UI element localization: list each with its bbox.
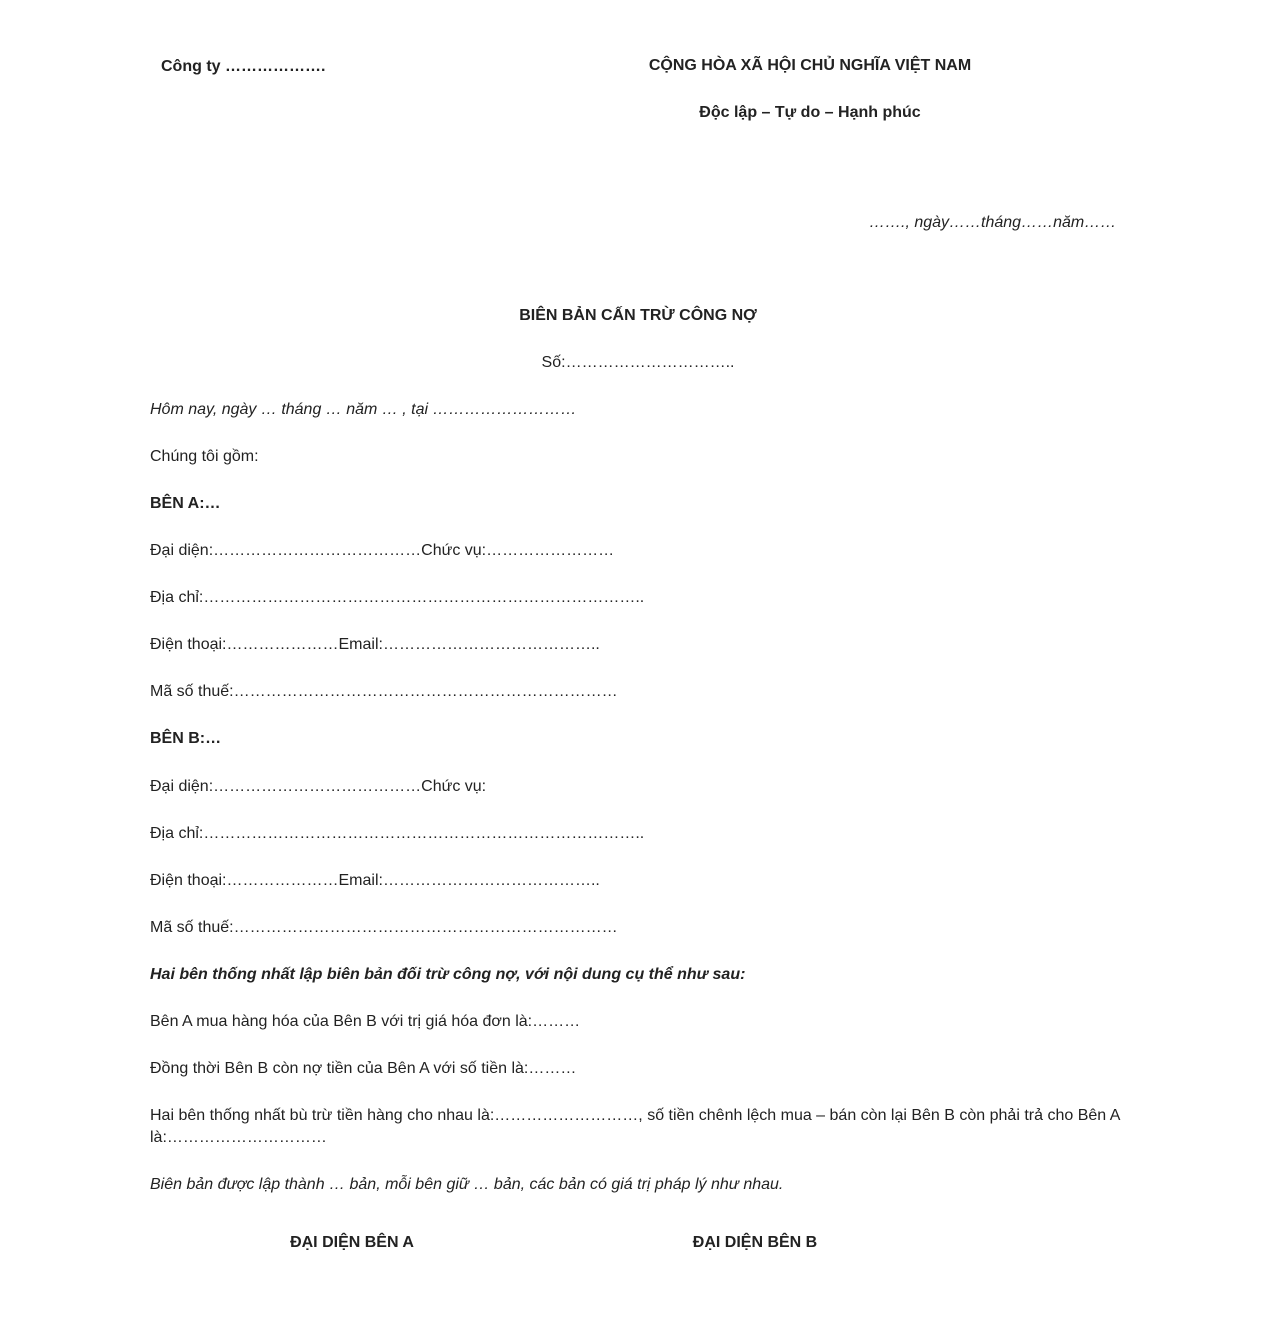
party-b-phone-email: Điện thoại:…………………Email:………………………………….. [150, 872, 600, 889]
debt-amount-line: Đồng thời Bên B còn nợ tiền của Bên A với số tiền là:……… [150, 1060, 577, 1077]
party-b-address: Địa chỉ:……………………………………………………………………….. [150, 825, 645, 842]
party-a-representative: Đại diện:…………………………………Chức vụ:…………………… [150, 542, 615, 559]
party-b-tax-code: Mã số thuế:……………………………………………………………… [150, 919, 618, 936]
intro-line: Hôm nay, ngày … tháng … năm … , tại ……………………… [150, 401, 577, 418]
party-a-address: Địa chỉ:……………………………………………………………………….. [150, 589, 645, 606]
country-name: CỘNG HÒA XÃ HỘI CHỦ NGHĨA VIỆT NAM [648, 57, 972, 74]
party-b-representative: Đại diện:…………………………………Chức vụ: [150, 778, 487, 795]
party-b-heading: BÊN B:… [150, 730, 222, 747]
party-a-tax-code: Mã số thuế:……………………………………………………………… [150, 683, 618, 700]
parties-intro: Chúng tôi gồm: [150, 448, 259, 465]
signature-party-a: ĐẠI DIỆN BÊN A [290, 1234, 414, 1251]
offset-amount-paragraph: Hai bên thống nhất bù trừ tiền hàng cho nhau là:………………………, số tiền chênh lệch mua – bán còn lại Bên B còn phải trả cho Bên A là:………………………… [150, 1107, 1120, 1146]
agreement-heading: Hai bên thống nhất lập biên bản đối trừ công nợ, với nội dung cụ thể như sau: [150, 966, 746, 983]
date-line: ……., ngày……tháng……năm…… [869, 214, 1117, 231]
document-title: BIÊN BẢN CẤN TRỪ CÔNG NỢ [519, 307, 757, 324]
document-number: Số:………………………….. [541, 354, 735, 371]
company-name: Công ty ………………. [161, 58, 326, 75]
invoice-value-line: Bên A mua hàng hóa của Bên B với trị giá hóa đơn là:……… [150, 1013, 581, 1030]
party-a-heading: BÊN A:… [150, 495, 221, 512]
party-a-phone-email: Điện thoại:…………………Email:………………………………….. [150, 636, 600, 653]
signature-party-b: ĐẠI DIỆN BÊN B [692, 1234, 818, 1251]
national-motto: Độc lập – Tự do – Hạnh phúc [699, 104, 921, 121]
copies-statement: Biên bản được lập thành … bản, mỗi bên giữ … bản, các bản có giá trị pháp lý như nhau. [150, 1176, 784, 1193]
